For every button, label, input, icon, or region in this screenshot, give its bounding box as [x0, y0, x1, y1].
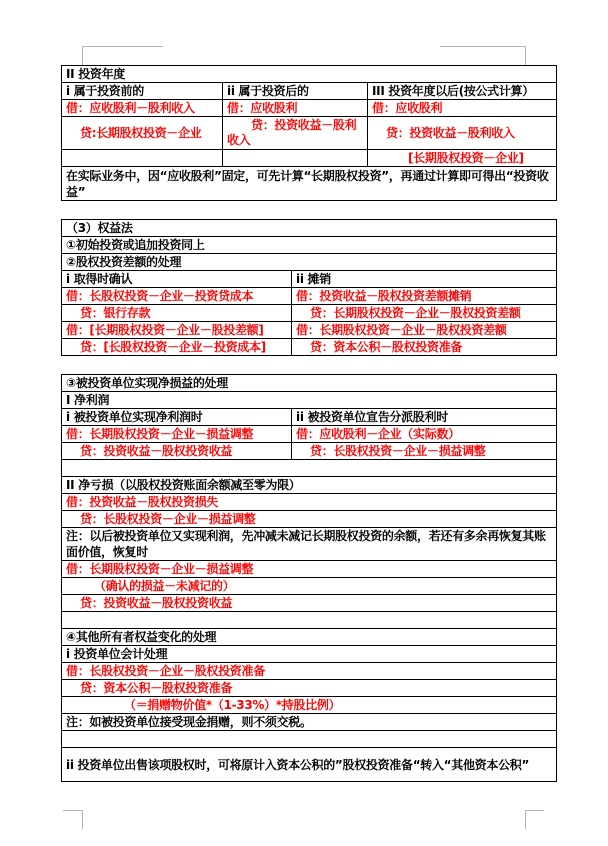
column-header: ii 摊销: [292, 271, 557, 288]
journal-entry: 贷：长期股权投资－企业－股权投资差额: [292, 305, 557, 322]
column-header: ii 属于投资后的: [223, 83, 368, 100]
crop-mark-top-left-h: [83, 46, 163, 47]
item-heading: ①初始投资或追加投资同上: [62, 237, 557, 254]
note-text: 注：以后被投资单位又实现利润，先冲减未减记长期股权投资的余额，若还有多余再恢复其账面价值，恢复时: [62, 528, 557, 561]
journal-entry: 贷：长股权投资－企业－损益调整: [62, 511, 557, 528]
journal-entry: 贷：投资收益－股权投资收益: [62, 443, 292, 460]
equity-method-table: [61, 219, 557, 356]
formula-text: （＝捐赠物价值*（1-33%）*持股比例）: [62, 697, 557, 714]
journal-entry: 借：应收股利－企业（实际数）: [292, 426, 557, 443]
note-text: 注：如被投资单位接受现金捐赠，则不须交税。: [62, 714, 557, 731]
investment-year-table: [61, 65, 557, 201]
crop-mark-bottom-right-h: [525, 810, 544, 811]
journal-entry: 借：长期股权投资－企业－损益调整: [62, 561, 557, 578]
crop-mark-bottom-left-h: [63, 810, 82, 811]
section-title: ③被投资单位实现净损益的处理: [62, 375, 557, 392]
crop-mark-bottom-left-v: [82, 810, 83, 829]
journal-entry: 借：长期股权投资－企业－损益调整: [62, 426, 292, 443]
column-header: i 被投资单位实现净利润时: [62, 409, 292, 426]
journal-entry: 贷：长股权投资－企业－损益调整: [292, 443, 557, 460]
column-header: i 属于投资前的: [62, 83, 223, 100]
column-header: ii 被投资单位宣告分派股利时: [292, 409, 557, 426]
journal-entry: 贷：银行存款: [62, 305, 292, 322]
sub-heading: II 净亏损（以股权投资账面余额减至零为限）: [62, 477, 557, 494]
journal-entry: 借：投资收益－股权投资差额摊销: [292, 288, 557, 305]
section-title: （3）权益法: [62, 220, 557, 237]
sub-heading: I 净利润: [62, 392, 557, 409]
journal-entry: 借：[长期股权投资－企业－股投差额]: [62, 322, 292, 339]
journal-entry: 借：投资收益－股权投资损失: [62, 494, 557, 511]
section-title: ④其他所有者权益变化的处理: [62, 629, 557, 646]
debit-entry: 借：应收股利: [223, 100, 368, 117]
item-heading: ②股权投资差额的处理: [62, 254, 557, 271]
sub-heading: i 投资单位会计处理: [62, 646, 557, 663]
journal-entry: 贷：[长股权投资－企业－投资成本]: [62, 339, 292, 356]
credit-entry: 贷：投资收益－股利收入: [368, 117, 557, 150]
journal-entry: 贷：投资收益－股权投资收益: [62, 595, 557, 612]
crop-mark-top-left-v: [82, 46, 83, 65]
journal-entry: 贷：资本公积－股权投资准备: [62, 680, 557, 697]
empty-row: [62, 731, 557, 748]
journal-entry: 借：长股权投资－企业－股权投资准备: [62, 663, 557, 680]
credit-entry: 贷：投资收益－股利收入: [223, 117, 368, 150]
memo-text: （确认的损益－未减记的）: [62, 578, 557, 595]
column-header: III 投资年度以后(按公式计算）: [368, 83, 557, 100]
section-title: II 投资年度: [62, 66, 557, 83]
sub-heading: ii 投资单位出售该项股权时，可将原计入资本公积的”股权投资准备“转入“其他资本公积”: [62, 748, 557, 782]
net-profit-loss-table: [61, 374, 557, 782]
debit-entry: 借：应收股利－股利收入: [62, 100, 223, 117]
journal-entry: 借：长期股权投资－企业－股权投资差额: [292, 322, 557, 339]
journal-entry: 贷：资本公积－股权投资准备: [292, 339, 557, 356]
column-header: i 取得时确认: [62, 271, 292, 288]
crop-mark-top-right-v: [525, 46, 526, 65]
note-text: 在实际业务中，因“应收股利”固定，可先计算“长期股权投资”，再通过计算即可得出“投资收益”: [62, 167, 557, 201]
debit-entry: 借：应收股利: [368, 100, 557, 117]
bracket-entry: [长期股权投资－企业]: [368, 150, 557, 167]
crop-mark-bottom-right-v: [525, 810, 526, 829]
crop-mark-top-right-h: [440, 46, 525, 47]
empty-row: [62, 612, 557, 629]
empty-row: [62, 460, 557, 477]
empty-cell: [223, 150, 368, 167]
journal-entry: 借：长股权投资－企业－投资贷成本: [62, 288, 292, 305]
empty-cell: [62, 150, 223, 167]
credit-entry: 贷:长期股权投资－企业: [62, 117, 223, 150]
